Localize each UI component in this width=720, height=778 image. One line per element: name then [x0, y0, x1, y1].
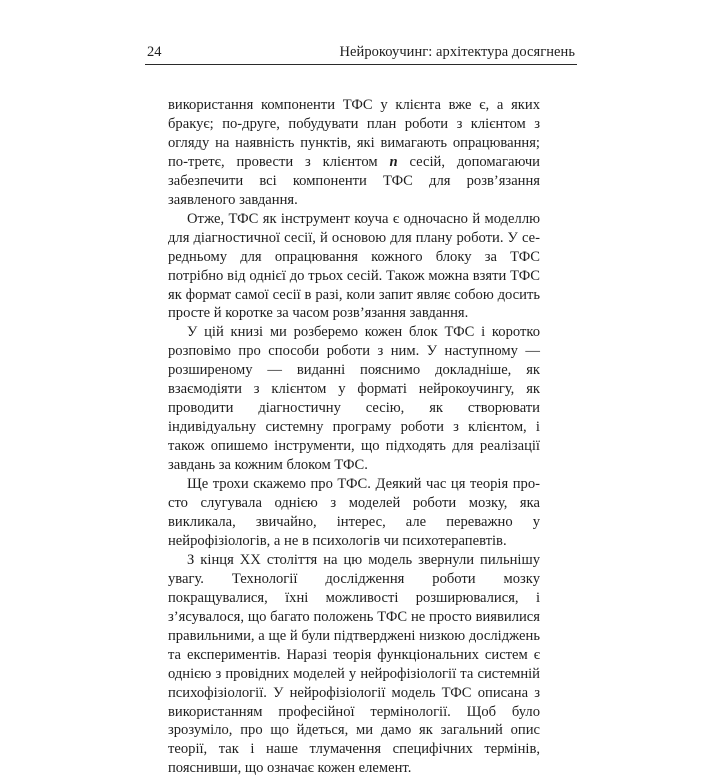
paragraph: Отже, ТФС як інструмент коуча є одночасно й моделлю для діагностичної сесії, й основою для плану роботи. У середньому для опрацювання кожного блоку за ТФС потрібно від однієї до трьох сесій. Також можна взяти ТФС як формат самої сесії в разі, коли запит являє собою досить просте й коротке за часом розв’язання завдання.: [168, 210, 540, 322]
page-header: [145, 42, 577, 65]
paragraph-text: сесій, допомагаючи забезпечити всі компоненти ТФС для розв’язання заявленого завдання.: [168, 153, 540, 208]
session-count-variable: n: [389, 153, 398, 170]
paragraph: З кінця XX століття на цю модель звернули пильнішу увагу. Технології дослідження роботи мозку покращувалися, їхні можливості розширювалися, і з’ясувалося, що багато положень ТФС не просто виявилися правильними, а ще й були підтверджені низкою досліджень та експериментів. Наразі теорія функціональних систем є однією з провідних моделей у нейрофізіології та системній психофізіології. У нейрофізіології модель ТФС описана з використанням професійної термінології. Щоб було зрозуміло, про що йдеться, ми дамо як загальний опис теорії, так і наше тлумачення специфічних термінів, пояснивши, що означає кожен елемент.: [168, 551, 540, 777]
running-title: Нейрокоучинг: архітектура досягнень: [339, 44, 575, 60]
paragraph: У цій книзі ми розберемо кожен блок ТФС і коротко розповімо про способи роботи з ним. У наступному — розширеному — виданні пояснимо докладніше, як взаємодіяти з клієнтом у форматі нейрокоучингу, як проводити діагностичну сесію, як створювати індивідуальну системну програму роботи з клієнтом, і також опишемо інструменти, що підходять для реалізації завдань за кожним блоком ТФС.: [168, 324, 540, 474]
paragraph-text: з клієнтом: [305, 153, 390, 170]
paragraph: Ще трохи скажемо про ТФС. Деякий час ця теорія просто слугувала однією з моделей роботи мозку, яка викликала, звичайно, інтерес, але переважно у нейрофізіологів, а не в психологів чи психотерапевтів.: [168, 476, 540, 549]
page-body: [168, 96, 540, 778]
paragraph: [168, 96, 540, 210]
page-number: 24: [147, 44, 162, 60]
paragraph-text: по-друге, побудувати план роботи з клієнтом з огляду на наявність пунктів, які вимагають опрацювання; по-третє, провести: [168, 115, 540, 170]
paragraph-text: використання компоненти ТФС у клієнта вже є, а яких бракує;: [168, 97, 540, 132]
